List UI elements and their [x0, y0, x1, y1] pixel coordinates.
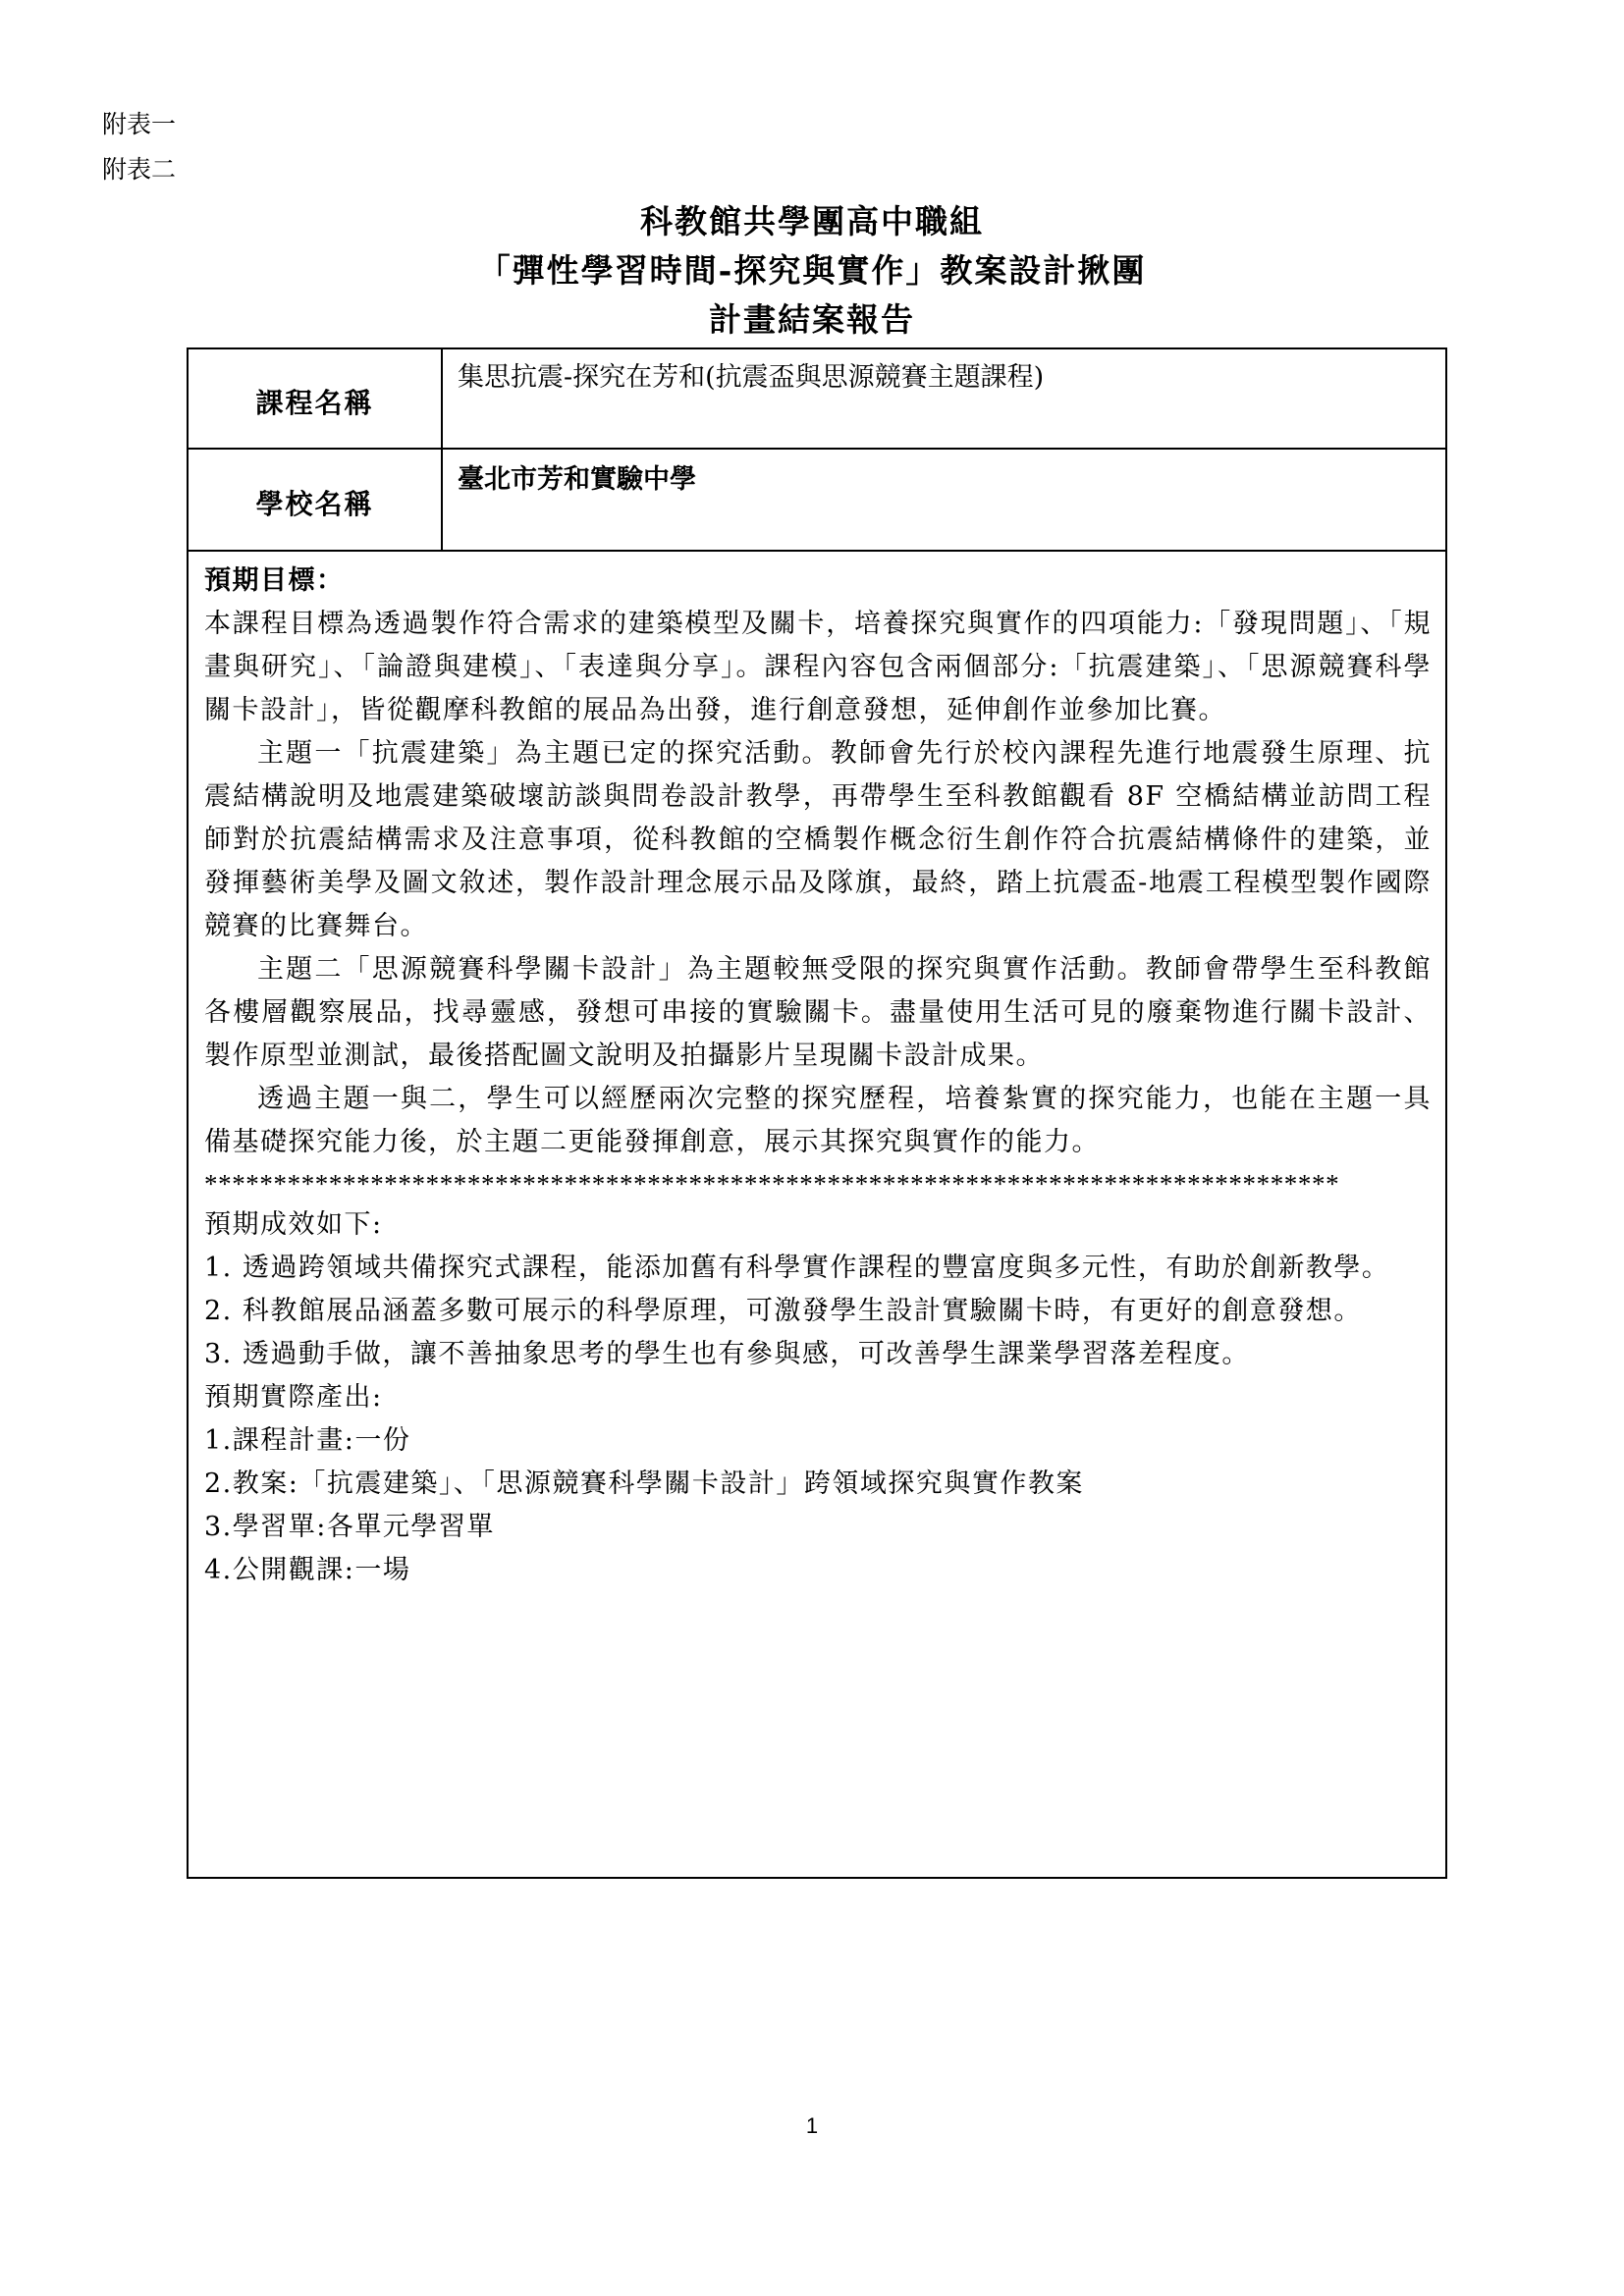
asterisk-divider: ********************************************************************************** — [204, 1169, 1340, 1199]
output-item-1: 1.課程計畫:一份 — [204, 1425, 411, 1456]
outcomes-heading: 預期成效如下: — [204, 1209, 383, 1240]
annex-label-1: 附表一 — [102, 110, 177, 138]
output-item-3: 3.學習單:各單元學習單 — [204, 1512, 495, 1542]
report-table — [187, 347, 1447, 1879]
course-name-value: 集思抗震-探究在芳和(抗震盃與思源競賽主題課程) — [458, 362, 1045, 393]
outcome-item-3: 3. 透過動手做，讓不善抽象思考的學生也有參與感，可改善學生課業學習落差程度。 — [204, 1339, 1250, 1369]
page-number: 1 — [805, 2113, 819, 2138]
document-title-line-3: 計畫結案報告 — [709, 300, 915, 339]
goals-paragraph-2: 主題一「抗震建築」為主題已定的探究活動。教師會先行於校內課程先進行地震發生原理、抗震結構說明及地震建築破壞訪談與問卷設計教學，再帶學生至科教館觀看 8F 空橋結構並訪問工程師對於抗震結構需求及注意事項，從科教館的空橋製作概念衍生創作符合抗震結構條件的建築，並發揮藝術美學及圖文敘述，製作設計理念展示品及隊旗，最終，踏上抗震盃-地震工程模型製作國際競賽的比賽舞台。 — [204, 738, 1432, 941]
output-item-4: 4.公開觀課:一場 — [204, 1555, 411, 1585]
course-name-row — [189, 349, 1445, 450]
document-title-line-1: 科教館共學團高中職組 — [640, 202, 984, 240]
annex-label-2: 附表二 — [102, 155, 177, 184]
document-title-line-2: 「彈性學習時間-探究與實作」教案設計揪團 — [477, 251, 1147, 290]
school-name-value: 臺北市芳和實驗中學 — [458, 464, 696, 495]
goals-paragraph-3: 主題二「思源競賽科學關卡設計」為主題較無受限的探究與實作活動。教師會帶學生至科教館各樓層觀察展品，找尋靈感，發想可串接的實驗關卡。盡量使用生活可見的廢棄物進行關卡設計、製作原型並測試，最後搭配圖文說明及拍攝影片呈現關卡設計成果。 — [204, 954, 1432, 1071]
goals-paragraph-4: 透過主題一與二，學生可以經歷兩次完整的探究歷程，培養紮實的探究能力，也能在主題一具備基礎探究能力後，於主題二更能發揮創意，展示其探究與實作的能力。 — [204, 1084, 1432, 1157]
school-name-row — [189, 450, 1445, 552]
output-item-2: 2.教案:「抗震建築」、「思源競賽科學關卡設計」跨領域探究與實作教案 — [204, 1468, 1084, 1499]
goals-heading: 預期目標： — [204, 565, 345, 596]
outputs-heading: 預期實際產出: — [204, 1382, 383, 1413]
outcome-item-2: 2. 科教館展品涵蓋多數可展示的科學原理，可激發學生設計實驗關卡時，有更好的創意發想。 — [204, 1296, 1362, 1326]
course-name-label: 課程名稱 — [189, 349, 443, 448]
school-name-label: 學校名稱 — [189, 450, 443, 550]
outcome-item-1: 1. 透過跨領域共備探究式課程，能添加舊有科學實作課程的豐富度與多元性，有助於創新教學。 — [204, 1253, 1390, 1283]
goals-paragraph-1: 本課程目標為透過製作符合需求的建築模型及關卡，培養探究與實作的四項能力:「發現問題」、「規畫與研究」、「論證與建模」、「表達與分享」。課程內容包含兩個部分:「抗震建築」、「思源競賽科學關卡設計」，皆從觀摩科教館的展品為出發，進行創意發想，延伸創作並參加比賽。 — [204, 609, 1432, 725]
goals-section — [204, 560, 1432, 1592]
